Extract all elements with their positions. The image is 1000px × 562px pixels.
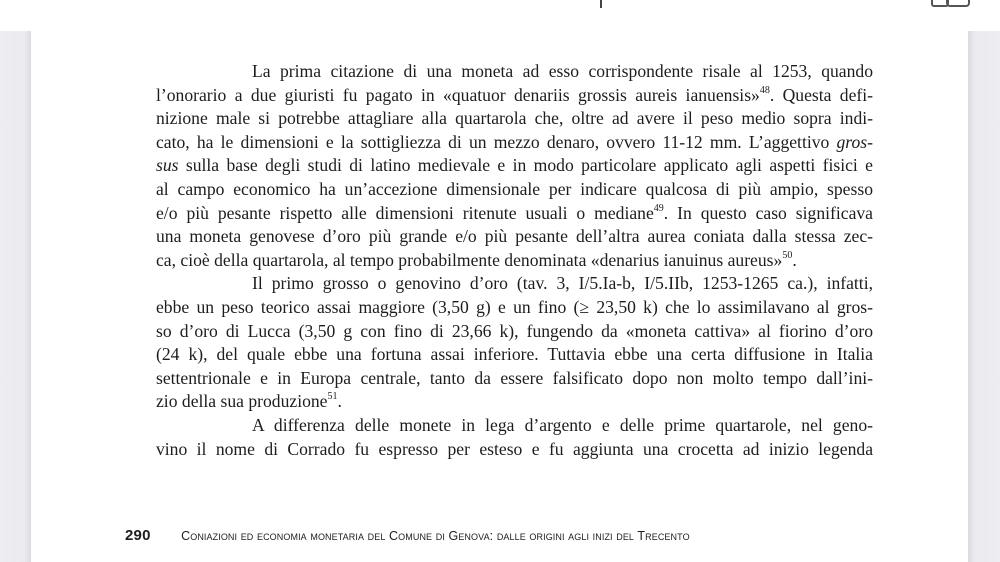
text-line: vino il nome di Corrado fu espresso per esteso e fu aggiunta una crocetta ad inizio legenda <box>156 438 873 459</box>
text-span: cato, ha le dimensioni e la sottigliezza di un mezzo denaro, ovvero 11-12 mm. L’aggettivo <box>156 131 837 152</box>
text-span: sulla base degli studi di latino medievale e in modo particolare applicato agli aspetti fisici e <box>178 155 873 176</box>
text-line <box>156 84 873 108</box>
text-span: . <box>337 391 342 412</box>
text-line <box>156 131 873 155</box>
text-span: e/o più pesante rispetto alle dimensioni ritenute usuali o mediane <box>156 202 654 223</box>
body-text <box>156 60 873 461</box>
page-footer <box>125 527 690 545</box>
text-line: A differenza delle monete in lega d’argento e delle prime quartarole, nel geno- <box>252 414 873 435</box>
italic-term: gros- <box>836 131 873 152</box>
text-span: . <box>792 249 797 270</box>
text-line: Il primo grosso o genovino d’oro (tav. 3, I/5.Ia-b, I/5.IIb, 1253-1265 ca.), infatti, <box>252 273 873 294</box>
footnote-ref-49[interactable]: 49 <box>653 202 664 214</box>
text-line: settentrionale e in Europa centrale, tanto da essere falsificato dopo non molto tempo dall’ini- <box>156 367 873 388</box>
text-span: zio della sua produzione <box>156 391 328 412</box>
text-span: ca, cioè della quartarola, al tempo probabilmente denominata «denarius ianuinus aureus» <box>156 249 783 270</box>
document-page <box>31 31 968 562</box>
text-span: . Questa defi- <box>769 84 873 105</box>
text-line: so d’oro di Lucca (3,50 g con fino di 23,66 k), fungendo da «moneta cattiva» al fiorino d’oro <box>156 320 873 341</box>
footnote-ref-48[interactable]: 48 <box>759 84 770 96</box>
text-line <box>156 202 873 226</box>
text-line: (24 k), del quale ebbe una fortuna assai inferiore. Tuttavia ebbe una certa diffusione in Italia <box>156 344 873 365</box>
page-number: 290 <box>125 527 151 544</box>
text-line <box>156 249 873 273</box>
text-span: l’onorario a due giuristi fu pagato in «quatuor denariis grossis aureis ianuensis» <box>156 84 760 105</box>
text-span: . In questo caso significava <box>663 202 873 223</box>
italic-term: sus <box>156 155 179 176</box>
right-gutter <box>968 31 1000 562</box>
footnote-ref-50[interactable]: 50 <box>782 249 793 261</box>
viewer-toolbar <box>0 0 1000 31</box>
footnote-ref-51[interactable]: 51 <box>327 391 338 403</box>
text-line: al campo economico ha un’accezione dimensionale per indicare qualcosa di più ampio, spesso <box>156 178 873 199</box>
text-line <box>156 390 873 414</box>
text-line: nizione male si potrebbe attagliare alla quartarola che, oltre ad avere il peso medio sopra indi- <box>156 108 873 129</box>
text-line: La prima citazione di una moneta ad esso corrispondente risale al 1253, quando <box>252 61 873 81</box>
text-line: una moneta genovese d’oro più grande e/o più pesante dell’altra aurea coniata dalla stessa zec- <box>156 226 873 247</box>
running-title: Coniazioni ed economia monetaria del Comune di Genova: dalle origini agli inizi del Trecento <box>181 529 690 543</box>
window-icon[interactable] <box>946 0 970 7</box>
text-cursor-icon <box>600 0 602 8</box>
text-line <box>156 154 873 178</box>
text-line: ebbe un peso teorico assai maggiore (3,50 g) e un fino (≥ 23,50 k) che lo assimilavano al gros- <box>156 296 873 317</box>
left-gutter <box>0 31 31 562</box>
